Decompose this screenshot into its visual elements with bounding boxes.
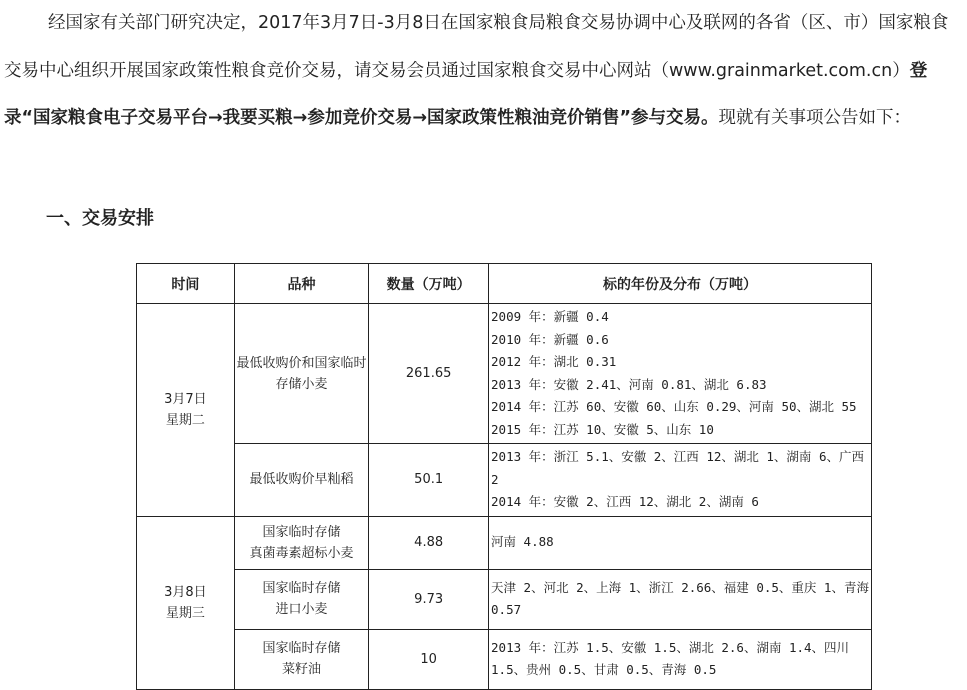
distribution-cell xyxy=(489,629,872,689)
distribution-line: 天津 2、河北 2、上海 1、浙江 2.66、福建 0.5、重庆 1、青海 0.57 xyxy=(491,579,869,617)
distribution-line: 2015 年：江苏 10、安徽 5、山东 10 xyxy=(491,421,714,437)
table-row xyxy=(137,444,872,517)
weekday: 星期三 xyxy=(165,605,205,621)
variety-line: 进口小麦 xyxy=(275,602,328,617)
intro-text: 经国家有关部门研究决定，2017年3月7日-3月8日在国家粮食局粮食交易协调中心及联网的各省（区、市）国家粮食交易中心组织开展国家政策性粮食竞价交易，请交易会员通过国家粮食交易中心网站（www.grainmarket.com.cn） xyxy=(4,13,949,81)
distribution-line: 河南 4.88 xyxy=(491,534,554,550)
distribution-line: 2014 年：江苏 60、安徽 60、山东 0.29、河南 50、湖北 55 xyxy=(491,399,857,414)
quantity-cell: 50.1 xyxy=(369,444,489,517)
variety-line: 存储小麦 xyxy=(275,376,328,392)
quantity-cell: 261.65 xyxy=(369,304,489,444)
weekday: 星期二 xyxy=(165,412,205,428)
distribution-line: 2012 年：湖北 0.31 xyxy=(491,354,617,369)
variety-line: 最低收购价和国家临时 xyxy=(236,355,367,371)
quantity-cell: 10 xyxy=(369,629,489,689)
distribution-cell xyxy=(489,304,872,444)
variety-cell xyxy=(234,569,369,629)
variety-line: 真菌毒素超标小麦 xyxy=(249,545,354,561)
variety-line: 国家临时存储 xyxy=(262,524,341,540)
variety-line: 国家临时存储 xyxy=(262,581,341,596)
quantity-cell: 4.88 xyxy=(369,516,489,569)
table-row xyxy=(137,629,872,689)
distribution-cell xyxy=(489,516,872,569)
header-variety: 品种 xyxy=(234,264,369,304)
variety-cell xyxy=(234,304,369,444)
table-row xyxy=(137,569,872,629)
section-title: 一、交易安排 xyxy=(46,208,154,229)
variety-line: 最低收购价早籼稻 xyxy=(249,472,354,488)
distribution-cell xyxy=(489,569,872,629)
date: 3月8日 xyxy=(164,584,207,600)
trading-schedule-table xyxy=(136,263,872,690)
intro-paragraph xyxy=(4,0,964,143)
variety-cell xyxy=(234,516,369,569)
distribution-line: 2013 年：江苏 1.5、安徽 1.5、湖北 2.6、湖南 1.4、四川 1.5、贵州 0.5、甘肃 0.5、青海 0.5 xyxy=(491,639,850,677)
variety-cell xyxy=(234,444,369,517)
variety-line: 菜籽油 xyxy=(281,662,321,677)
header-time: 时间 xyxy=(137,264,235,304)
distribution-line: 2013 年：浙江 5.1、安徽 2、江西 12、湖北 1、湖南 6、广西 2 xyxy=(491,449,864,487)
intro-bold-instruction: 登录“国家粮食电子交易平台→我要买粮→参加竞价交易→国家政策性粮油竞价销售”参与交易。 xyxy=(4,60,928,128)
distribution-line: 2013 年：安徽 2.41、河南 0.81、湖北 6.83 xyxy=(491,376,767,392)
table-header-row xyxy=(137,264,872,304)
distribution-line: 2010 年：新疆 0.6 xyxy=(491,331,609,347)
variety-cell xyxy=(234,629,369,689)
header-distribution: 标的年份及分布（万吨） xyxy=(489,264,872,304)
variety-line: 国家临时存储 xyxy=(262,641,341,656)
distribution-line: 2009 年：新疆 0.4 xyxy=(491,309,609,324)
quantity-cell: 9.73 xyxy=(369,569,489,629)
table-row xyxy=(137,304,872,444)
date-cell xyxy=(137,516,235,689)
date-cell xyxy=(137,304,235,517)
header-quantity: 数量（万吨） xyxy=(369,264,489,304)
date: 3月7日 xyxy=(164,391,207,407)
distribution-cell xyxy=(489,444,872,517)
table-row xyxy=(137,516,872,569)
intro-text-end: 现就有关事项公告如下： xyxy=(718,108,911,128)
distribution-line: 2014 年：安徽 2、江西 12、湖北 2、湖南 6 xyxy=(491,494,759,509)
